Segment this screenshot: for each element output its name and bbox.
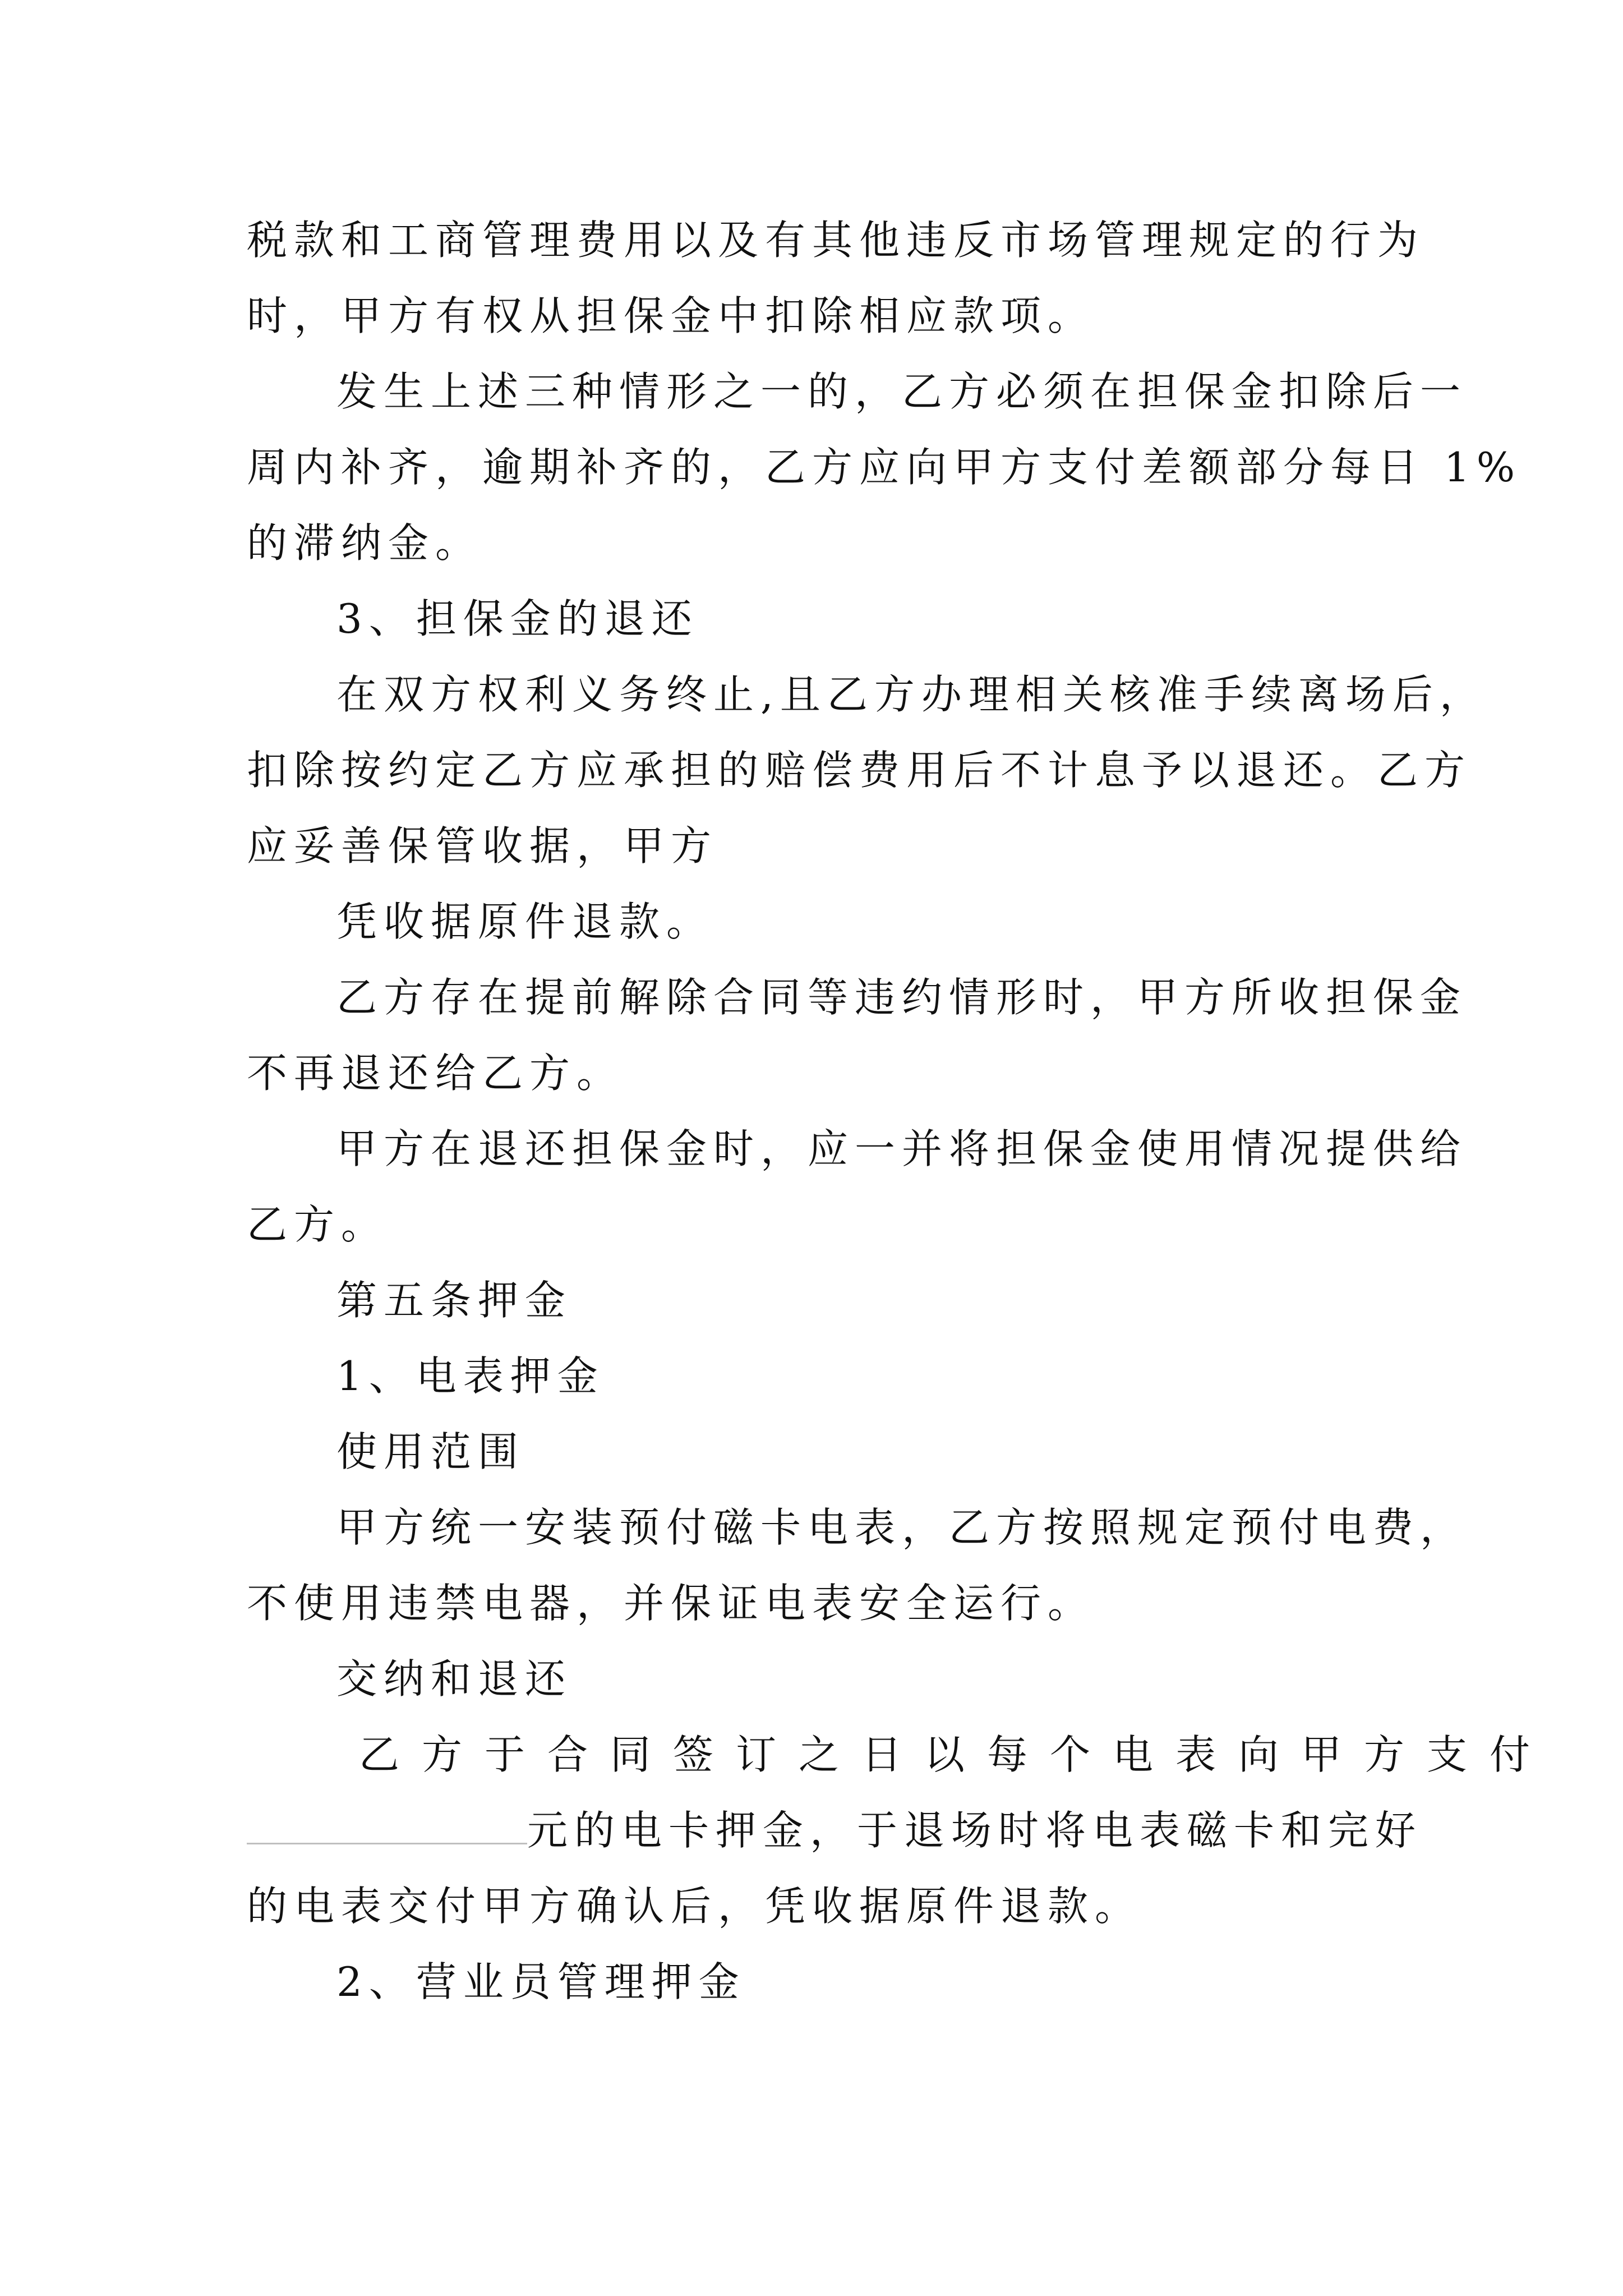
text-line: 不使用违禁电器，并保证电表安全运行。: [247, 1580, 1095, 1627]
section-heading: 1、电表押金: [336, 1352, 605, 1400]
subsection-heading: 交纳和退还: [336, 1655, 573, 1703]
text-line: 不再退还给乙方。: [247, 1050, 624, 1097]
fill-in-blank: [247, 1809, 527, 1844]
text-line: 在双方权利义务终止,且乙方办理相关核准手续离场后，: [336, 671, 1487, 718]
text-segment: 元的电卡押金，于退场时将电表磁卡和完好: [527, 1807, 1423, 1854]
text-line: 乙方。: [247, 1201, 389, 1248]
text-line: 乙方于合同签订之日以每个电表向甲方支付: [359, 1731, 1553, 1778]
section-heading: 2、营业员管理押金: [336, 1958, 746, 2005]
text-line-with-blank: [247, 1803, 1422, 1857]
text-line: 发生上述三种情形之一的，乙方必须在担保金扣除后一: [336, 368, 1468, 415]
text-line: 应妥善保管收据，甲方: [247, 822, 718, 869]
subsection-heading: 使用范围: [336, 1428, 525, 1475]
text-line: 的滞纳金。: [247, 519, 483, 567]
text-line: 的电表交付甲方确认后，凭收据原件退款。: [247, 1883, 1142, 1930]
text-line: 凭收据原件退款。: [336, 898, 714, 945]
section-heading: 3、担保金的退还: [336, 595, 699, 642]
text-line: 甲方在退还担保金时，应一并将担保金使用情况提供给: [336, 1125, 1468, 1172]
text-line: 周内补齐，逾期补齐的，乙方应向甲方支付差额部分每日 1%: [247, 444, 1522, 491]
text-line: 时，甲方有权从担保金中扣除相应款项。: [247, 292, 1095, 339]
article-heading: 第五条押金: [336, 1277, 573, 1324]
text-line: 扣除按约定乙方应承担的赔偿费用后不计息予以退还。乙方: [247, 747, 1472, 794]
text-line: 税款和工商管理费用以及有其他违反市场管理规定的行为: [247, 217, 1425, 264]
text-line: 乙方存在提前解除合同等违约情形时，甲方所收担保金: [336, 974, 1468, 1021]
text-line: 甲方统一安装预付磁卡电表，乙方按照规定预付电费，: [336, 1504, 1468, 1551]
